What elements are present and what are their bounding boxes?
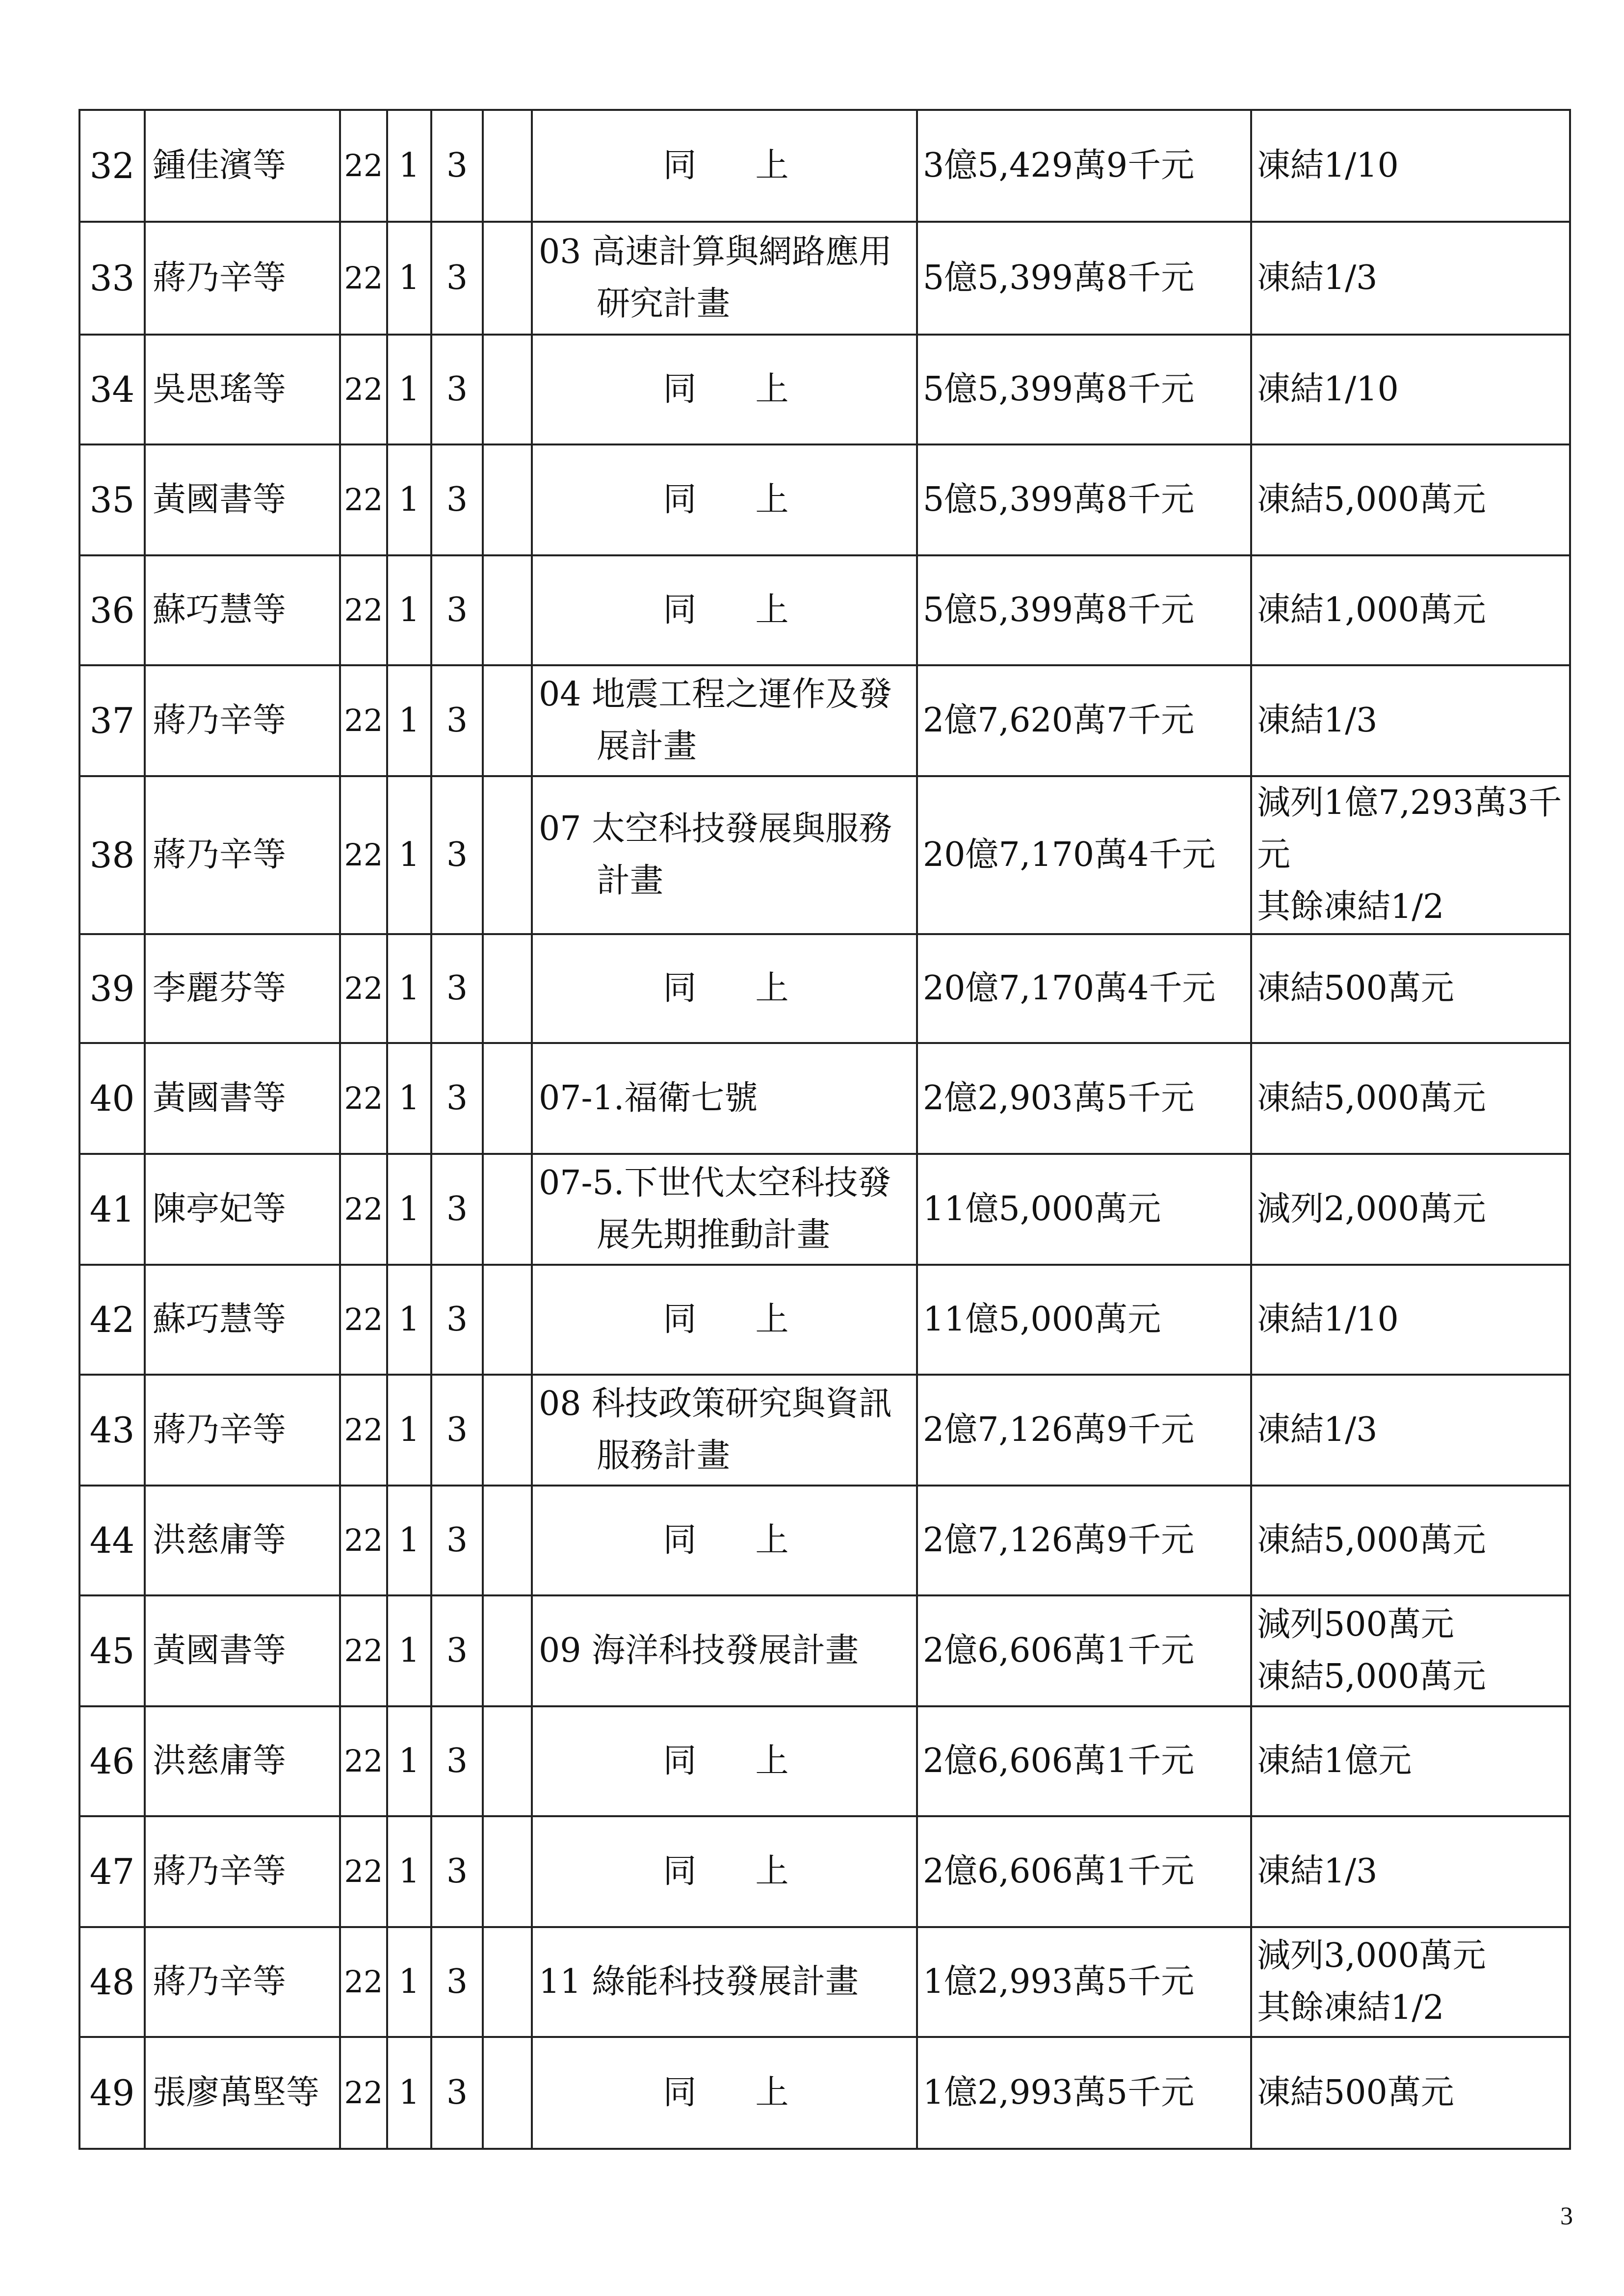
code-cell: 1: [387, 2037, 431, 2149]
proposer-name: 蔣乃辛等: [145, 1927, 340, 2037]
code-cell: 3: [431, 776, 483, 934]
empty-cell: [483, 1375, 532, 1486]
code-cell: 3: [431, 1816, 483, 1927]
code-cell: 3: [431, 934, 483, 1043]
code-cell: 1: [387, 1486, 431, 1595]
budget-amount: 5億5,399萬8千元: [917, 444, 1251, 555]
resolution-line: 減列2,000萬元: [1257, 1190, 1486, 1228]
empty-cell: [483, 776, 532, 934]
table-row: [79, 1486, 1570, 1595]
budget-amount: 3億5,429萬9千元: [917, 110, 1251, 222]
code-cell: 1: [387, 934, 431, 1043]
resolution: [1251, 2037, 1570, 2149]
budget-amount: 2億2,903萬5千元: [917, 1043, 1251, 1154]
same-as-above: 同上: [663, 1852, 848, 1891]
proposer-name: 蔣乃辛等: [145, 1375, 340, 1486]
proposer-name: 蔣乃辛等: [145, 665, 340, 776]
code-cell: 22: [340, 1486, 387, 1595]
empty-cell: [483, 1816, 532, 1927]
proposer-name: 黃國書等: [145, 444, 340, 555]
resolution-line: 凍結1/3: [1257, 259, 1378, 297]
row-number: 39: [79, 934, 145, 1043]
proposer-name: 洪慈庸等: [145, 1486, 340, 1595]
row-number: 42: [79, 1265, 145, 1375]
resolution: [1251, 1595, 1570, 1706]
code-cell: 22: [340, 1154, 387, 1265]
code-cell: 3: [431, 2037, 483, 2149]
budget-item: [532, 776, 917, 934]
budget-amount: 20億7,170萬4千元: [917, 934, 1251, 1043]
code-cell: 1: [387, 665, 431, 776]
code-cell: 22: [340, 2037, 387, 2149]
table-row: [79, 934, 1570, 1043]
code-cell: 3: [431, 1375, 483, 1486]
resolution-line: 凍結1/10: [1257, 370, 1399, 409]
empty-cell: [483, 665, 532, 776]
empty-cell: [483, 1154, 532, 1265]
same-as-above: 同上: [663, 370, 848, 409]
proposer-name: 黃國書等: [145, 1043, 340, 1154]
proposer-name: 黃國書等: [145, 1595, 340, 1706]
proposer-name: 洪慈庸等: [145, 1706, 340, 1816]
proposer-name: 陳亭妃等: [145, 1154, 340, 1265]
table-row: [79, 2037, 1570, 2149]
table-row: [79, 444, 1570, 555]
table-row: [79, 1927, 1570, 2037]
budget-item: [532, 1154, 917, 1265]
table-row: [79, 665, 1570, 776]
budget-amount: 5億5,399萬8千元: [917, 222, 1251, 335]
proposer-name: 張廖萬堅等: [145, 2037, 340, 2149]
empty-cell: [483, 1265, 532, 1375]
proposer-name: 蔣乃辛等: [145, 222, 340, 335]
budget-amount: 2億6,606萬1千元: [917, 1595, 1251, 1706]
item-title: 07 太空科技發展與服務計畫: [539, 809, 892, 900]
budget-item: [532, 1816, 917, 1927]
row-number: 48: [79, 1927, 145, 2037]
resolution-line: 凍結1/10: [1257, 146, 1399, 185]
table-row: [79, 1595, 1570, 1706]
budget-amount: 5億5,399萬8千元: [917, 335, 1251, 444]
code-cell: 3: [431, 1706, 483, 1816]
code-cell: 1: [387, 1265, 431, 1375]
empty-cell: [483, 335, 532, 444]
table-row: [79, 1706, 1570, 1816]
table-row: [79, 776, 1570, 934]
resolution: [1251, 1375, 1570, 1486]
code-cell: 22: [340, 1043, 387, 1154]
code-cell: 1: [387, 1927, 431, 2037]
empty-cell: [483, 110, 532, 222]
same-as-above: 同上: [663, 969, 848, 1008]
resolution-line: 其餘凍結1/2: [1257, 887, 1444, 926]
code-cell: 22: [340, 665, 387, 776]
proposer-name: 蘇巧慧等: [145, 555, 340, 665]
empty-cell: [483, 222, 532, 335]
code-cell: 1: [387, 555, 431, 665]
budget-amount: 11億5,000萬元: [917, 1154, 1251, 1265]
item-title: 09 海洋科技發展計畫: [539, 1631, 859, 1670]
resolution: [1251, 555, 1570, 665]
budget-amount: 2億6,606萬1千元: [917, 1706, 1251, 1816]
same-as-above: 同上: [663, 480, 848, 519]
resolution-line: 減列1億7,293萬3千元: [1257, 783, 1562, 874]
resolution: [1251, 1816, 1570, 1927]
table-row: [79, 1043, 1570, 1154]
code-cell: 1: [387, 1595, 431, 1706]
item-title: 07-5.下世代太空科技發展先期推動計畫: [539, 1164, 891, 1254]
resolution-line: 凍結5,000萬元: [1257, 1657, 1486, 1696]
code-cell: 22: [340, 776, 387, 934]
code-cell: 22: [340, 1816, 387, 1927]
code-cell: 3: [431, 1043, 483, 1154]
resolution-line: 凍結1/3: [1257, 1410, 1378, 1449]
resolution: [1251, 1265, 1570, 1375]
row-number: 34: [79, 335, 145, 444]
code-cell: 3: [431, 665, 483, 776]
code-cell: 1: [387, 776, 431, 934]
budget-amount: 1億2,993萬5千元: [917, 2037, 1251, 2149]
item-title: 08 科技政策研究與資訊服務計畫: [539, 1384, 892, 1475]
table-body: [79, 110, 1570, 2149]
page-number: 3: [1560, 2202, 1573, 2230]
row-number: 44: [79, 1486, 145, 1595]
resolution-line: 凍結5,000萬元: [1257, 1079, 1486, 1118]
resolution-line: 凍結500萬元: [1257, 969, 1454, 1008]
same-as-above: 同上: [663, 2073, 848, 2112]
table-row: [79, 222, 1570, 335]
empty-cell: [483, 934, 532, 1043]
budget-item: [532, 665, 917, 776]
budget-amount: 2億7,126萬9千元: [917, 1486, 1251, 1595]
code-cell: 22: [340, 934, 387, 1043]
code-cell: 22: [340, 335, 387, 444]
proposer-name: 蔣乃辛等: [145, 776, 340, 934]
proposer-name: 李麗芬等: [145, 934, 340, 1043]
proposer-name: 吳思瑤等: [145, 335, 340, 444]
budget-item: [532, 1375, 917, 1486]
budget-item: [532, 555, 917, 665]
table-row: [79, 1154, 1570, 1265]
code-cell: 1: [387, 1043, 431, 1154]
resolution-line: 凍結1,000萬元: [1257, 591, 1486, 629]
table-row: [79, 1375, 1570, 1486]
budget-item: [532, 444, 917, 555]
budget-amount: 20億7,170萬4千元: [917, 776, 1251, 934]
code-cell: 22: [340, 1927, 387, 2037]
code-cell: 3: [431, 1927, 483, 2037]
empty-cell: [483, 2037, 532, 2149]
item-title: 03 高速計算與網路應用研究計畫: [539, 233, 892, 323]
code-cell: 3: [431, 444, 483, 555]
code-cell: 3: [431, 1265, 483, 1375]
resolution-line: 減列500萬元: [1257, 1605, 1454, 1644]
row-number: 45: [79, 1595, 145, 1706]
resolution: [1251, 1927, 1570, 2037]
code-cell: 22: [340, 110, 387, 222]
resolution-line: 凍結1/10: [1257, 1300, 1399, 1339]
budget-item: [532, 1043, 917, 1154]
same-as-above: 同上: [663, 1521, 848, 1560]
code-cell: 22: [340, 1595, 387, 1706]
code-cell: 22: [340, 222, 387, 335]
budget-amount: 2億7,620萬7千元: [917, 665, 1251, 776]
table-row: [79, 110, 1570, 222]
budget-item: [532, 1595, 917, 1706]
row-number: 40: [79, 1043, 145, 1154]
budget-amount: 2億6,606萬1千元: [917, 1816, 1251, 1927]
empty-cell: [483, 1706, 532, 1816]
row-number: 32: [79, 110, 145, 222]
code-cell: 1: [387, 1154, 431, 1265]
code-cell: 1: [387, 1375, 431, 1486]
resolution: [1251, 222, 1570, 335]
resolution: [1251, 776, 1570, 934]
resolution-line: 凍結5,000萬元: [1257, 1521, 1486, 1560]
proposer-name: 鍾佳濱等: [145, 110, 340, 222]
row-number: 38: [79, 776, 145, 934]
table-row: [79, 335, 1570, 444]
row-number: 43: [79, 1375, 145, 1486]
resolution-line: 凍結5,000萬元: [1257, 480, 1486, 519]
code-cell: 22: [340, 1265, 387, 1375]
budget-item: [532, 1706, 917, 1816]
empty-cell: [483, 555, 532, 665]
budget-item: [532, 934, 917, 1043]
code-cell: 22: [340, 1375, 387, 1486]
code-cell: 22: [340, 1706, 387, 1816]
code-cell: 1: [387, 444, 431, 555]
resolution: [1251, 444, 1570, 555]
code-cell: 22: [340, 555, 387, 665]
empty-cell: [483, 1486, 532, 1595]
resolution: [1251, 1043, 1570, 1154]
resolution-line: 凍結500萬元: [1257, 2073, 1454, 2112]
resolution-line: 其餘凍結1/2: [1257, 1988, 1444, 2027]
budget-item: [532, 222, 917, 335]
same-as-above: 同上: [663, 1300, 848, 1339]
code-cell: 22: [340, 444, 387, 555]
row-number: 47: [79, 1816, 145, 1927]
empty-cell: [483, 1595, 532, 1706]
resolution-line: 凍結1億元: [1257, 1742, 1412, 1780]
resolution: [1251, 110, 1570, 222]
item-title: 07-1.福衛七號: [539, 1079, 758, 1118]
code-cell: 1: [387, 222, 431, 335]
code-cell: 1: [387, 1706, 431, 1816]
resolution: [1251, 1154, 1570, 1265]
code-cell: 3: [431, 1486, 483, 1595]
row-number: 33: [79, 222, 145, 335]
row-number: 41: [79, 1154, 145, 1265]
resolution: [1251, 335, 1570, 444]
table-row: [79, 1816, 1570, 1927]
empty-cell: [483, 444, 532, 555]
budget-item: [532, 1486, 917, 1595]
code-cell: 3: [431, 555, 483, 665]
empty-cell: [483, 1927, 532, 2037]
code-cell: 1: [387, 335, 431, 444]
resolution: [1251, 1706, 1570, 1816]
budget-item: [532, 335, 917, 444]
resolution: [1251, 665, 1570, 776]
empty-cell: [483, 1043, 532, 1154]
code-cell: 3: [431, 110, 483, 222]
row-number: 36: [79, 555, 145, 665]
proposer-name: 蘇巧慧等: [145, 1265, 340, 1375]
proposer-name: 蔣乃辛等: [145, 1816, 340, 1927]
code-cell: 3: [431, 335, 483, 444]
budget-item: [532, 110, 917, 222]
resolution-line: 凍結1/3: [1257, 1852, 1378, 1891]
table-row: [79, 555, 1570, 665]
code-cell: 1: [387, 110, 431, 222]
code-cell: 3: [431, 1595, 483, 1706]
resolution-line: 減列3,000萬元: [1257, 1936, 1486, 1975]
budget-table: [79, 109, 1571, 2150]
row-number: 37: [79, 665, 145, 776]
item-title: 04 地震工程之運作及發展計畫: [539, 675, 892, 766]
same-as-above: 同上: [663, 1742, 848, 1780]
resolution: [1251, 934, 1570, 1043]
budget-amount: 2億7,126萬9千元: [917, 1375, 1251, 1486]
budget-amount: 5億5,399萬8千元: [917, 555, 1251, 665]
same-as-above: 同上: [663, 146, 848, 185]
resolution: [1251, 1486, 1570, 1595]
item-title: 11 綠能科技發展計畫: [539, 1962, 859, 2001]
row-number: 49: [79, 2037, 145, 2149]
row-number: 35: [79, 444, 145, 555]
table-row: [79, 1265, 1570, 1375]
resolution-line: 凍結1/3: [1257, 701, 1378, 740]
budget-item: [532, 1927, 917, 2037]
code-cell: 3: [431, 1154, 483, 1265]
same-as-above: 同上: [663, 591, 848, 629]
code-cell: 1: [387, 1816, 431, 1927]
code-cell: 3: [431, 222, 483, 335]
row-number: 46: [79, 1706, 145, 1816]
budget-item: [532, 1265, 917, 1375]
budget-item: [532, 2037, 917, 2149]
budget-amount: 1億2,993萬5千元: [917, 1927, 1251, 2037]
budget-amount: 11億5,000萬元: [917, 1265, 1251, 1375]
